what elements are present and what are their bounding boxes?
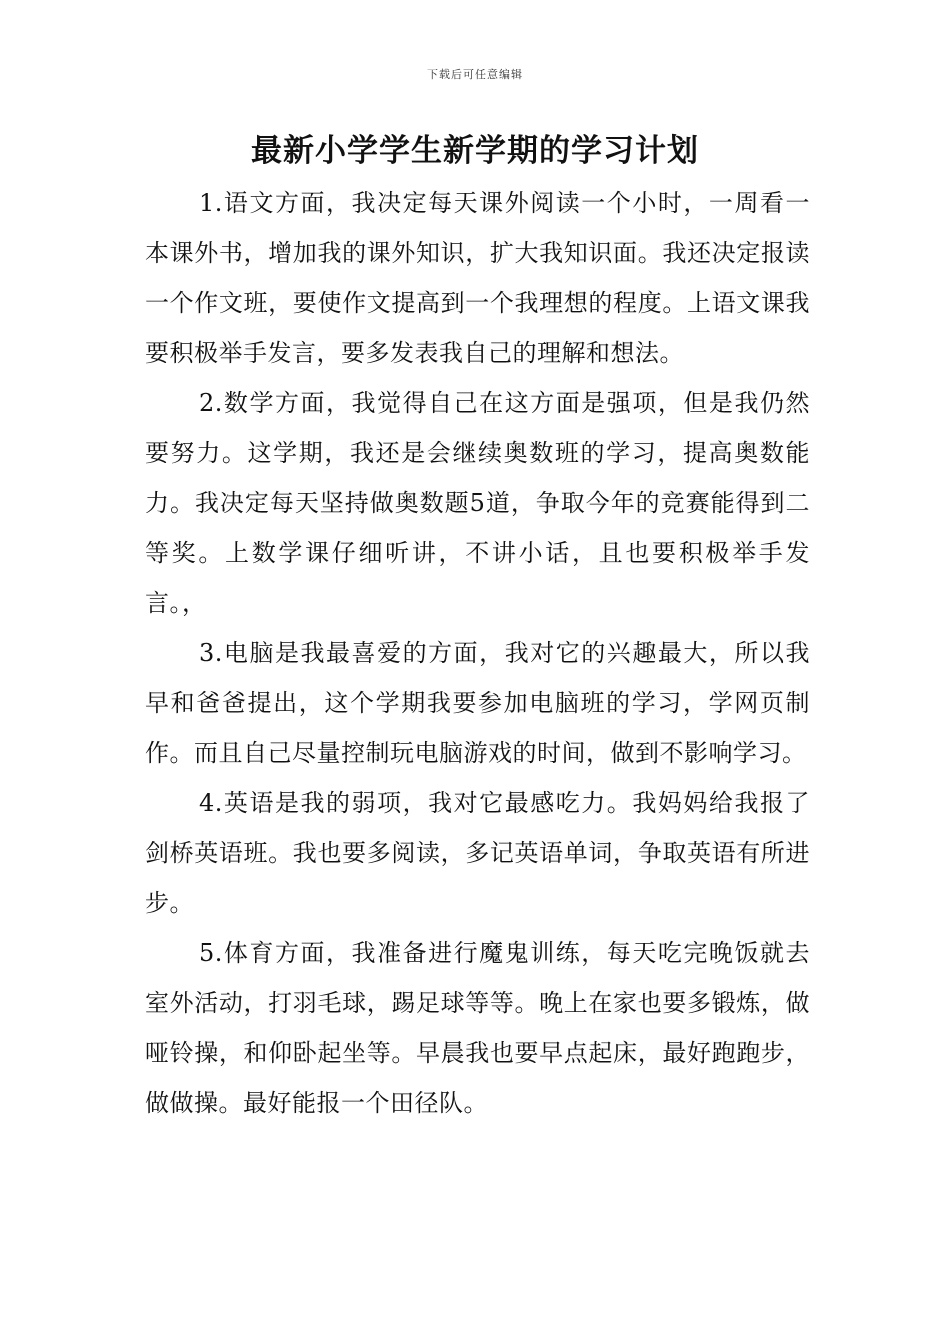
header-note: 下载后可任意编辑 xyxy=(427,68,523,81)
page-title: 最新小学学生新学期的学习计划 xyxy=(251,133,699,169)
paragraph-chinese: 1.语文方面，我决定每天课外阅读一个小时，一周看一本课外书，增加我的课外知识，扩大我知识面。我还决定报读一个作文班，要使作文提高到一个我理想的程度。上语文课我要积极举手发言，要多发表我自己的理解和想法。 xyxy=(145,189,810,367)
document-body xyxy=(145,178,810,1128)
paragraph-math: 2.数学方面，我觉得自己在这方面是强项，但是我仍然要努力。这学期，我还是会继续奥数班的学习，提高奥数能力。我决定每天坚持做奥数题5道，争取今年的竞赛能得到二等奖。上数学课仔细听讲，不讲小话，且也要积极举手发言。， xyxy=(145,389,810,617)
paragraph-sports: 5.体育方面，我准备进行魔鬼训练，每天吃完晚饭就去室外活动，打羽毛球，踢足球等等。晚上在家也要多锻炼，做哑铃操，和仰卧起坐等。早晨我也要早点起床，最好跑跑步，做做操。最好能报一个田径队。 xyxy=(145,939,810,1117)
paragraph-computer: 3.电脑是我最喜爱的方面，我对它的兴趣最大，所以我早和爸爸提出，这个学期我要参加电脑班的学习，学网页制作。而且自己尽量控制玩电脑游戏的时间，做到不影响学习。 xyxy=(145,639,810,767)
paragraph-english: 4.英语是我的弱项，我对它最感吃力。我妈妈给我报了剑桥英语班。我也要多阅读，多记英语单词，争取英语有所进步。 xyxy=(145,789,810,917)
